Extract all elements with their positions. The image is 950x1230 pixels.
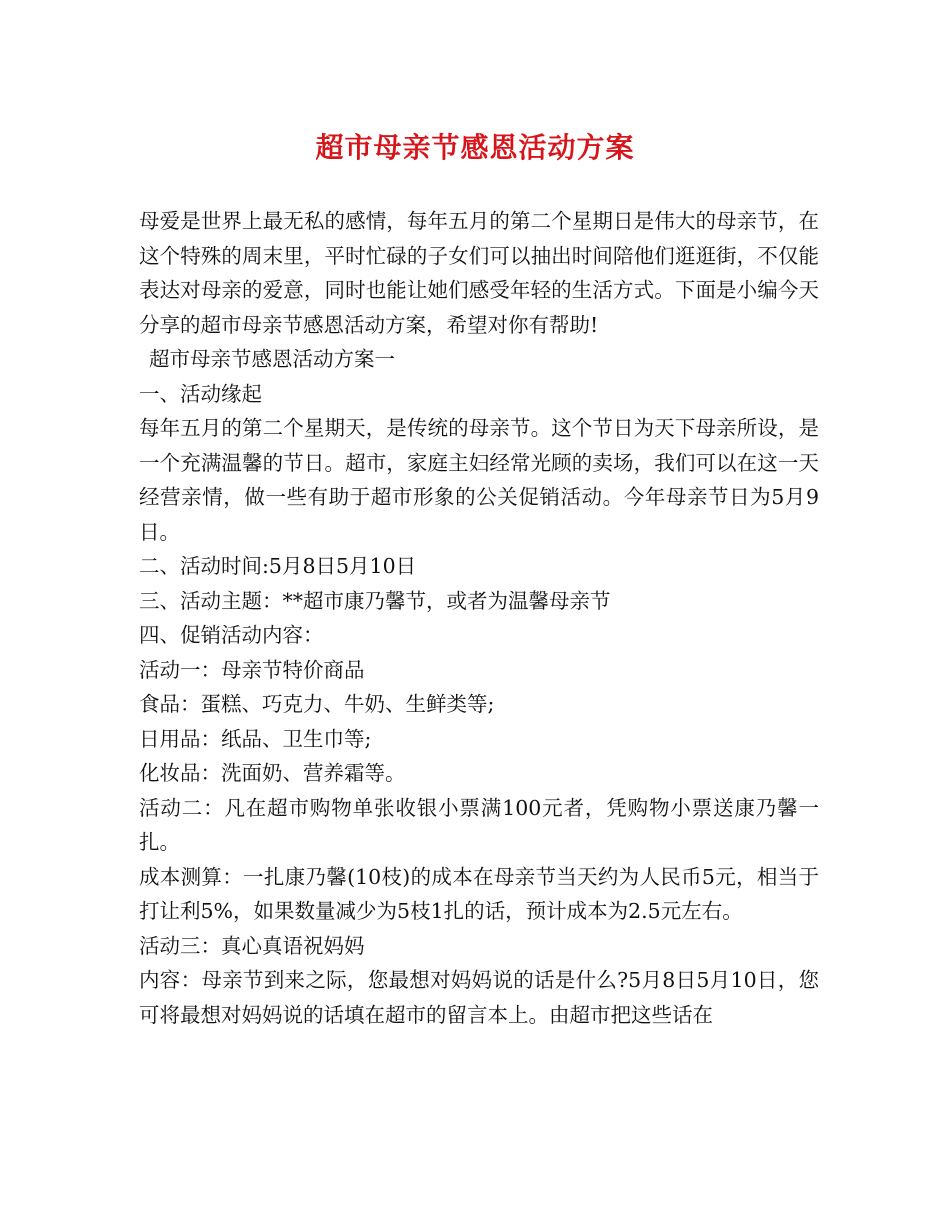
activity-three-content-paragraph: 内容：母亲节到来之际，您最想对妈妈说的话是什么?5月8日5月10日，您可将最想对妈妈说的话填在超市的留言本上。由超市把这些话在 bbox=[139, 968, 819, 1027]
food-items-line: 食品：蛋糕、巧克力、牛奶、生鲜类等; bbox=[139, 692, 495, 716]
activity-one-heading: 活动一：母亲节特价商品 bbox=[139, 657, 365, 682]
origin-paragraph: 每年五月的第二个星期天，是传统的母亲节。这个节日为天下母亲所设，是一个充满温馨的节日。超市，家庭主妇经常光顾的卖场，我们可以在这一天经营亲情，做一些有助于超市形象的公关促销活动。今年母亲节日为5月9日。 bbox=[139, 416, 819, 544]
cosmetics-items-line: 化妆品：洗面奶、营养霜等。 bbox=[139, 761, 406, 785]
section-heading-time: 二、活动时间:5月8日5月10日 bbox=[139, 554, 417, 578]
document-body bbox=[139, 204, 819, 1032]
document-title: 超市母亲节感恩活动方案 bbox=[315, 131, 635, 164]
daily-items-line: 日用品：纸品、卫生巾等; bbox=[139, 726, 372, 751]
section-heading-origin: 一、活动缘起 bbox=[139, 381, 262, 406]
cost-estimate-paragraph: 成本测算：一扎康乃馨(10枝)的成本在母亲节当天约为人民币5元，相当于打让利5%，如果数量减少为5枝1扎的话，预计成本为2.5元左右。 bbox=[139, 864, 819, 923]
plan-one-heading: 超市母亲节感恩活动方案一 bbox=[149, 347, 395, 371]
activity-two-paragraph: 活动二：凡在超市购物单张收银小票满100元者，凭购物小票送康乃馨一扎。 bbox=[139, 795, 819, 854]
section-heading-theme: 三、活动主题：**超市康乃馨节，或者为温馨母亲节 bbox=[139, 588, 611, 613]
intro-paragraph: 母爱是世界上最无私的感情，每年五月的第二个星期日是伟大的母亲节，在这个特殊的周末里，平时忙碌的子女们可以抽出时间陪他们逛逛街，不仅能表达对母亲的爱意，同时也能让她们感受年轻的生活方式。下面是小编今天分享的超市母亲节感恩活动方案，希望对你有帮助! bbox=[139, 209, 819, 337]
activity-three-heading: 活动三：真心真语祝妈妈 bbox=[139, 933, 365, 958]
section-heading-content: 四、促销活动内容： bbox=[139, 623, 324, 647]
